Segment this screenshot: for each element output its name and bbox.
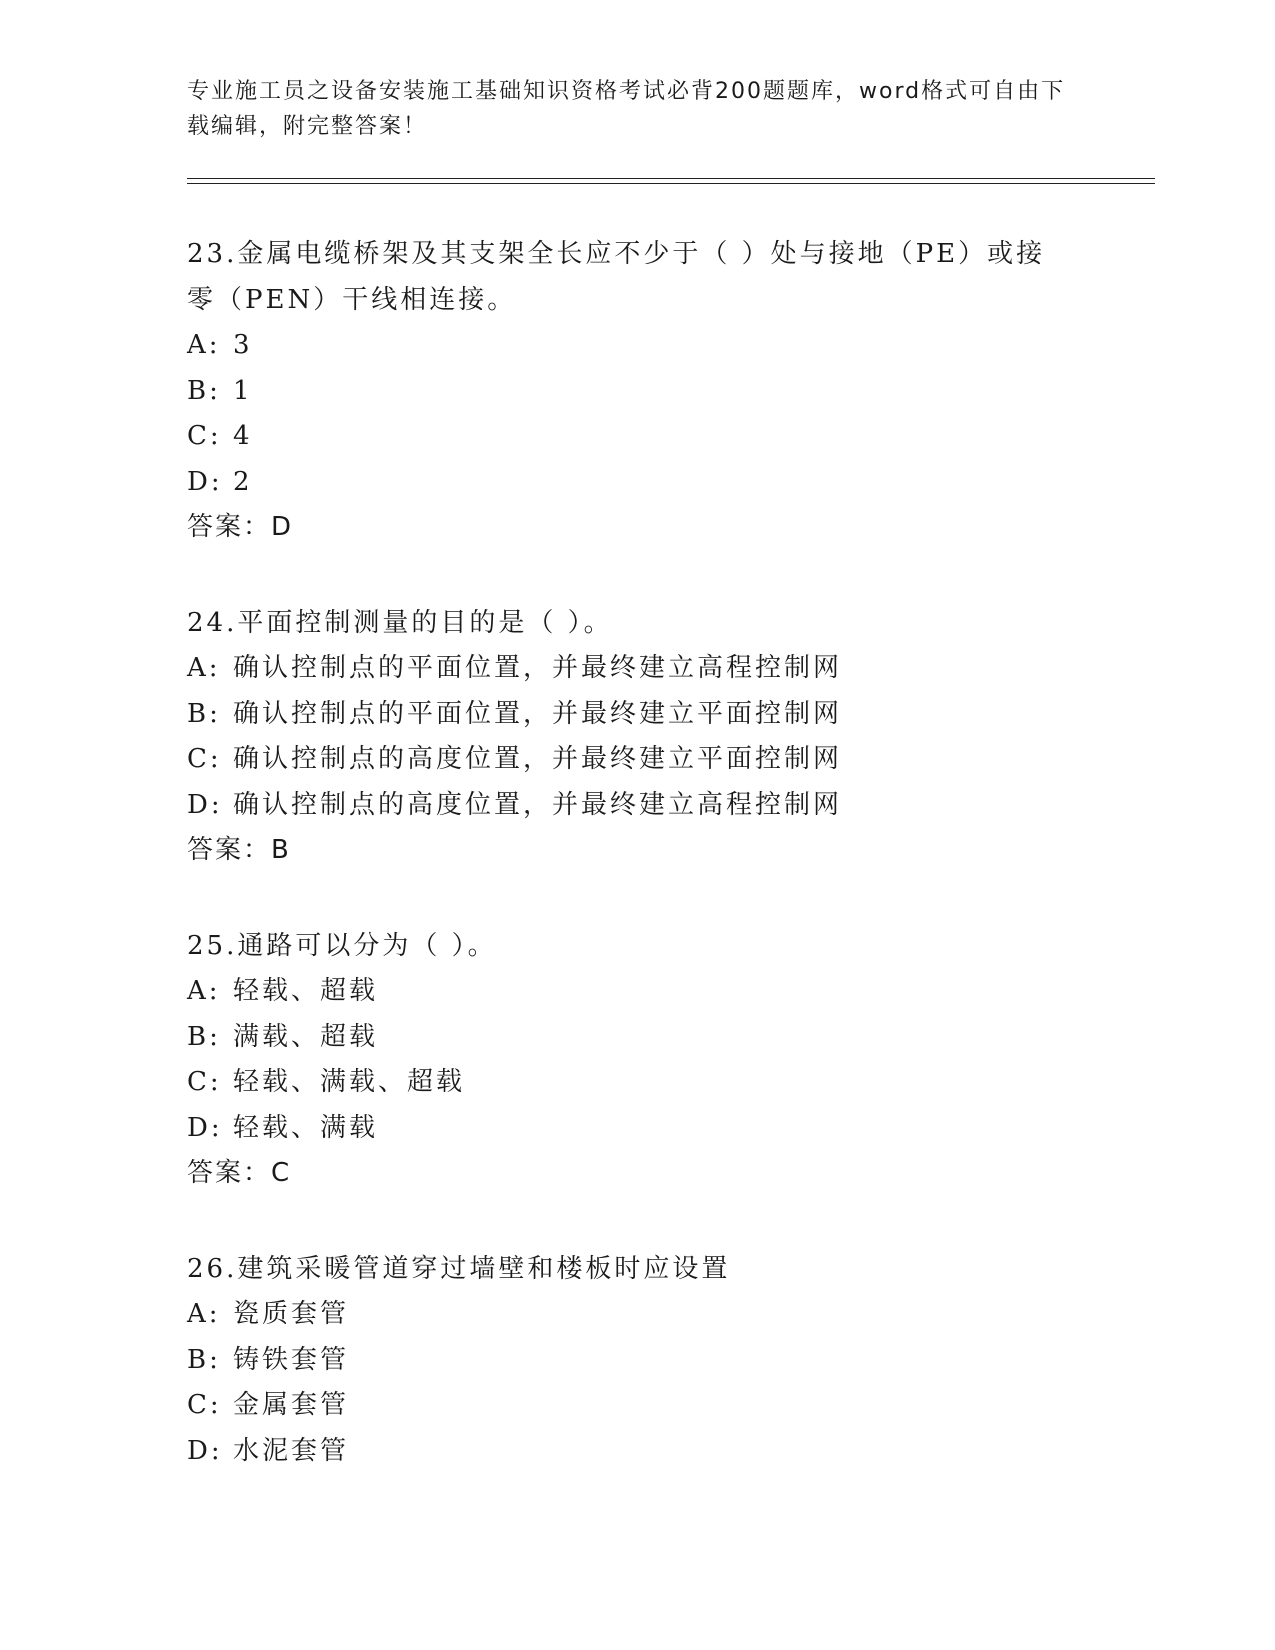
option-text: 金属套管 <box>233 1390 350 1420</box>
option-letter: C: <box>187 1390 222 1420</box>
option-letter: C: <box>187 421 222 451</box>
question-26 <box>187 1247 1087 1475</box>
option-letter: A: <box>187 330 221 360</box>
question-25 <box>187 924 1087 1197</box>
option-letter: D: <box>187 1112 223 1143</box>
option-letter: B: <box>187 1344 221 1375</box>
option-b <box>187 692 1087 738</box>
option-text: 满载、超载 <box>233 1021 379 1052</box>
question-stem: 26.建筑采暖管道穿过墙壁和楼板时应设置 <box>187 1253 731 1284</box>
answer-label: 答案：B <box>187 835 291 865</box>
option-letter: A: <box>187 1299 221 1329</box>
option-text: 轻载、满载、超载 <box>233 1067 466 1097</box>
option-text: 确认控制点的平面位置，并最终建立平面控制网 <box>233 698 843 729</box>
option-letter: B: <box>187 375 221 406</box>
option-letter: C: <box>187 1067 222 1097</box>
option-b <box>187 1338 1087 1384</box>
answer-label: 答案：C <box>187 1158 292 1188</box>
option-c <box>187 737 1087 783</box>
option-text: 铸铁套管 <box>233 1344 350 1375</box>
option-d <box>187 783 1087 829</box>
header-divider-bottom <box>187 183 1155 184</box>
option-text: 瓷质套管 <box>233 1299 350 1329</box>
option-text: 1 <box>233 375 253 406</box>
document-header-title: 专业施工员之设备安装施工基础知识资格考试必背200题题库，word格式可自由下载编辑，附完整答案！ <box>187 79 1066 139</box>
option-a <box>187 969 1087 1015</box>
option-c <box>187 1383 1087 1429</box>
option-text: 确认控制点的平面位置，并最终建立高程控制网 <box>233 653 843 683</box>
option-letter: B: <box>187 698 221 729</box>
option-letter: B: <box>187 1021 221 1052</box>
option-text: 2 <box>233 466 253 497</box>
option-a <box>187 323 1087 369</box>
option-letter: D: <box>187 789 223 820</box>
option-d <box>187 460 1087 506</box>
header-divider-top <box>187 178 1155 179</box>
question-stem: 25.通路可以分为（ ）。 <box>187 930 497 961</box>
option-b <box>187 369 1087 415</box>
option-text: 4 <box>233 421 253 451</box>
option-text: 确认控制点的高度位置，并最终建立平面控制网 <box>233 744 843 774</box>
option-letter: D: <box>187 1435 223 1466</box>
question-stem: 23.金属电缆桥架及其支架全长应不少于（ ）处与接地（PE）或接零（PEN）干线相连接。 <box>187 239 1046 315</box>
option-text: 轻载、满载 <box>233 1112 379 1143</box>
option-text: 3 <box>233 330 253 360</box>
option-text: 水泥套管 <box>233 1435 350 1466</box>
option-c <box>187 1060 1087 1106</box>
option-letter: C: <box>187 744 222 774</box>
option-a <box>187 1292 1087 1338</box>
option-b <box>187 1015 1087 1061</box>
option-d <box>187 1429 1087 1475</box>
option-letter: A: <box>187 653 221 683</box>
answer-label: 答案：D <box>187 512 294 542</box>
question-24 <box>187 601 1087 874</box>
option-a <box>187 646 1087 692</box>
option-letter: A: <box>187 976 221 1006</box>
question-23 <box>187 232 1087 551</box>
question-list <box>187 232 1087 1524</box>
option-text: 轻载、超载 <box>233 976 379 1006</box>
option-d <box>187 1106 1087 1152</box>
option-text: 确认控制点的高度位置，并最终建立高程控制网 <box>233 789 843 820</box>
question-stem: 24.平面控制测量的目的是（ ）。 <box>187 607 613 638</box>
option-c <box>187 414 1087 460</box>
option-letter: D: <box>187 466 223 497</box>
